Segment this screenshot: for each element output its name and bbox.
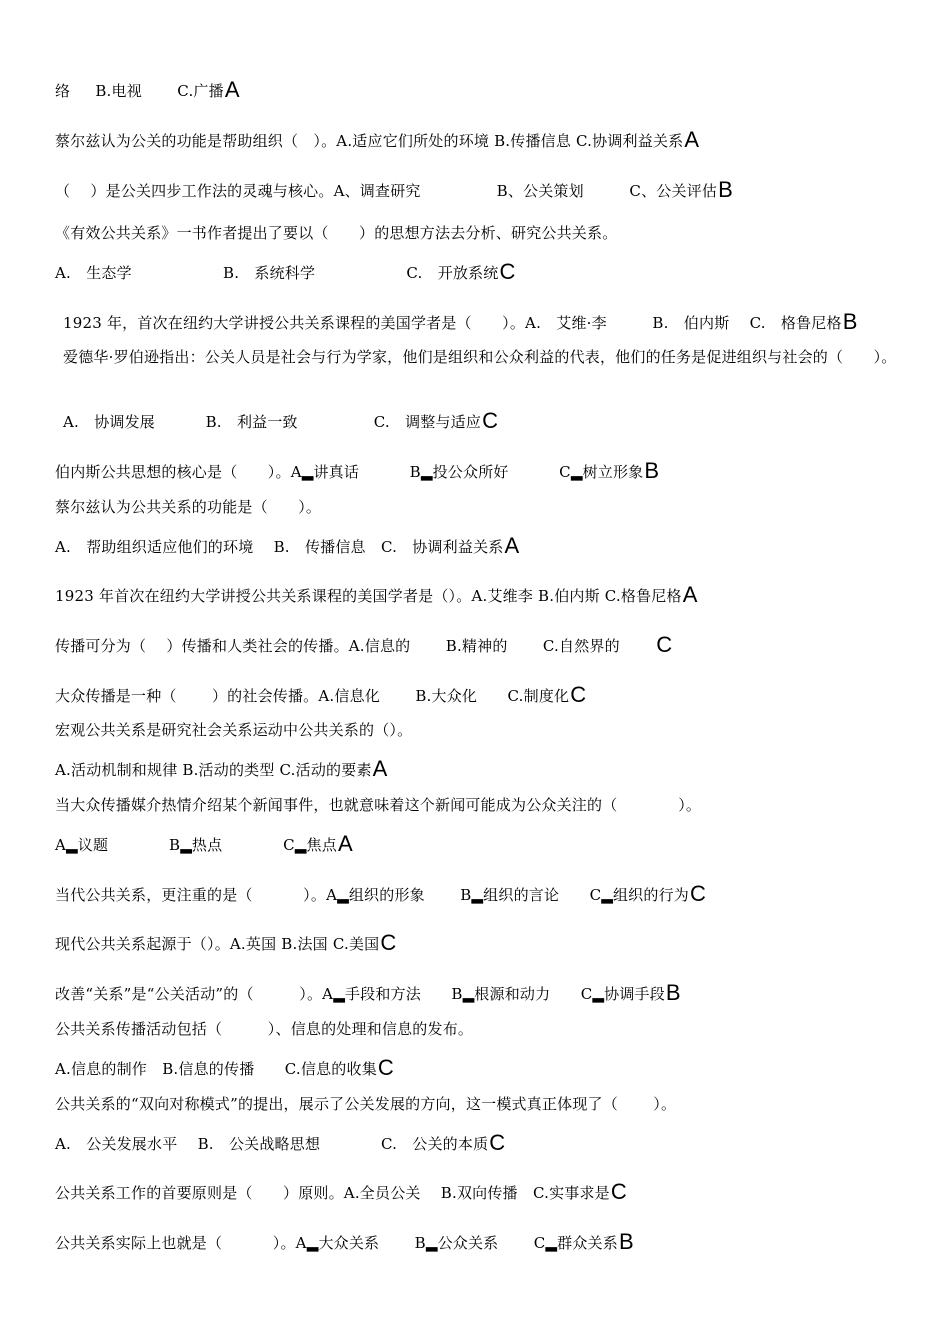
- answer-letter: C: [489, 1130, 506, 1155]
- answer-letter: C: [689, 881, 707, 906]
- question-line-15: 现代公共关系起源于（）。A.英国 B.法国 C.美国C: [55, 930, 397, 955]
- answer-letter: A: [224, 77, 240, 102]
- answer-letter: B: [718, 177, 733, 202]
- question-line-6: 爱德华·罗伯逊指出：公关人员是社会与行为学家，他们是组织和公众利益的代表，他们的任务是促进组织与社会的（ ）。: [63, 348, 897, 366]
- options-line-18: A. 公关发展水平 B. 公关战略思想 C. 公关的本质C: [55, 1130, 506, 1155]
- question-line-7: 伯内斯公共思想的核心是（ ）。A▂讲真话 B▂投公众所好 C▂树立形象B: [55, 458, 660, 483]
- question-line-9: 1923 年首次在纽约大学讲授公共关系课程的美国学者是（）。A.艾维李 B.伯内斯 C.格鲁尼格A: [55, 582, 698, 607]
- question-line-1: 络 B.电视 C.广播A: [55, 77, 240, 102]
- question-line-4: 《有效公共关系》一书作者提出了要以（ ）的思想方法去分析、研究公共关系。: [55, 224, 618, 242]
- answer-letter: A: [337, 831, 353, 856]
- answer-letter: C: [377, 1055, 394, 1080]
- question-line-5: 1923 年，首次在纽约大学讲授公共关系课程的美国学者是（ ）。A. 艾维·李 B. 伯内斯 C. 格鲁尼格B: [63, 309, 858, 334]
- answer-letter: B: [665, 980, 681, 1005]
- answer-letter: A: [684, 127, 700, 152]
- answer-letter: B: [842, 309, 858, 334]
- answer-letter: A: [372, 756, 388, 781]
- question-line-18: 公共关系的“双向对称模式”的提出，展示了公关发展的方向，这一模式真正体现了（ ）。: [55, 1095, 677, 1113]
- question-line-19: 公共关系工作的首要原则是（ ）原则。A.全员公关 B.双向传播 C.实事求是C: [55, 1179, 627, 1204]
- options-line-13: A▂议题 B▂热点 C▂焦点A: [55, 831, 353, 856]
- answer-letter: A: [504, 533, 520, 558]
- question-line-8: 蔡尔兹认为公共关系的功能是（ ）。: [55, 498, 322, 516]
- options-line-17: A.信息的制作 B.信息的传播 C.信息的收集C: [55, 1055, 394, 1080]
- answer-letter: C: [610, 1179, 627, 1204]
- question-line-12: 宏观公共关系是研究社会关系运动中公共关系的（）。: [55, 721, 413, 739]
- answer-letter: C: [499, 259, 516, 284]
- question-line-14: 当代公共关系，更注重的是（ ）。A▂组织的形象 B▂组织的言论 C▂组织的行为C: [55, 881, 707, 906]
- answer-letter: B: [644, 458, 660, 483]
- answer-letter: B: [618, 1229, 634, 1254]
- question-line-20: 公共关系实际上也就是（ ）。A▂大众关系 B▂公众关系 C▂群众关系B: [55, 1229, 634, 1254]
- answer-letter: C: [380, 930, 397, 955]
- answer-letter: A: [682, 582, 698, 607]
- options-line-8: A. 帮助组织适应他们的环境 B. 传播信息 C. 协调利益关系A: [55, 533, 520, 558]
- question-line-2: 蔡尔兹认为公关的功能是帮助组织（ ）。A.适应它们所处的环境 B.传播信息 C.协调利益关系A: [55, 127, 700, 152]
- question-line-16: 改善“关系”是“公关活动”的（ ）。A▂手段和方法 B▂根源和动力 C▂协调手段B: [55, 980, 681, 1005]
- question-line-13: 当大众传播媒介热情介绍某个新闻事件，也就意味着这个新闻可能成为公众关注的（ ）。: [55, 796, 702, 814]
- answer-letter: C: [656, 632, 673, 657]
- options-line-6: A. 协调发展 B. 利益一致 C. 调整与适应C: [63, 408, 499, 433]
- question-line-10: 传播可分为（ ）传播和人类社会的传播。A.信息的 B.精神的 C.自然界的 C: [55, 632, 673, 657]
- answer-letter: C: [570, 682, 587, 707]
- question-line-17: 公共关系传播活动包括（ ）、信息的处理和信息的发布。: [55, 1020, 474, 1038]
- question-line-3: （ ）是公关四步工作法的灵魂与核心。A、调查研究 B、公关策划 C、公关评估B: [55, 177, 733, 202]
- options-line-12: A.活动机制和规律 B.活动的类型 C.活动的要素A: [55, 756, 388, 781]
- answer-letter: C: [482, 408, 499, 433]
- question-line-11: 大众传播是一种（ ）的社会传播。A.信息化 B.大众化 C.制度化C: [55, 682, 587, 707]
- options-line-4: A. 生态学 B. 系统科学 C. 开放系统C: [55, 259, 516, 284]
